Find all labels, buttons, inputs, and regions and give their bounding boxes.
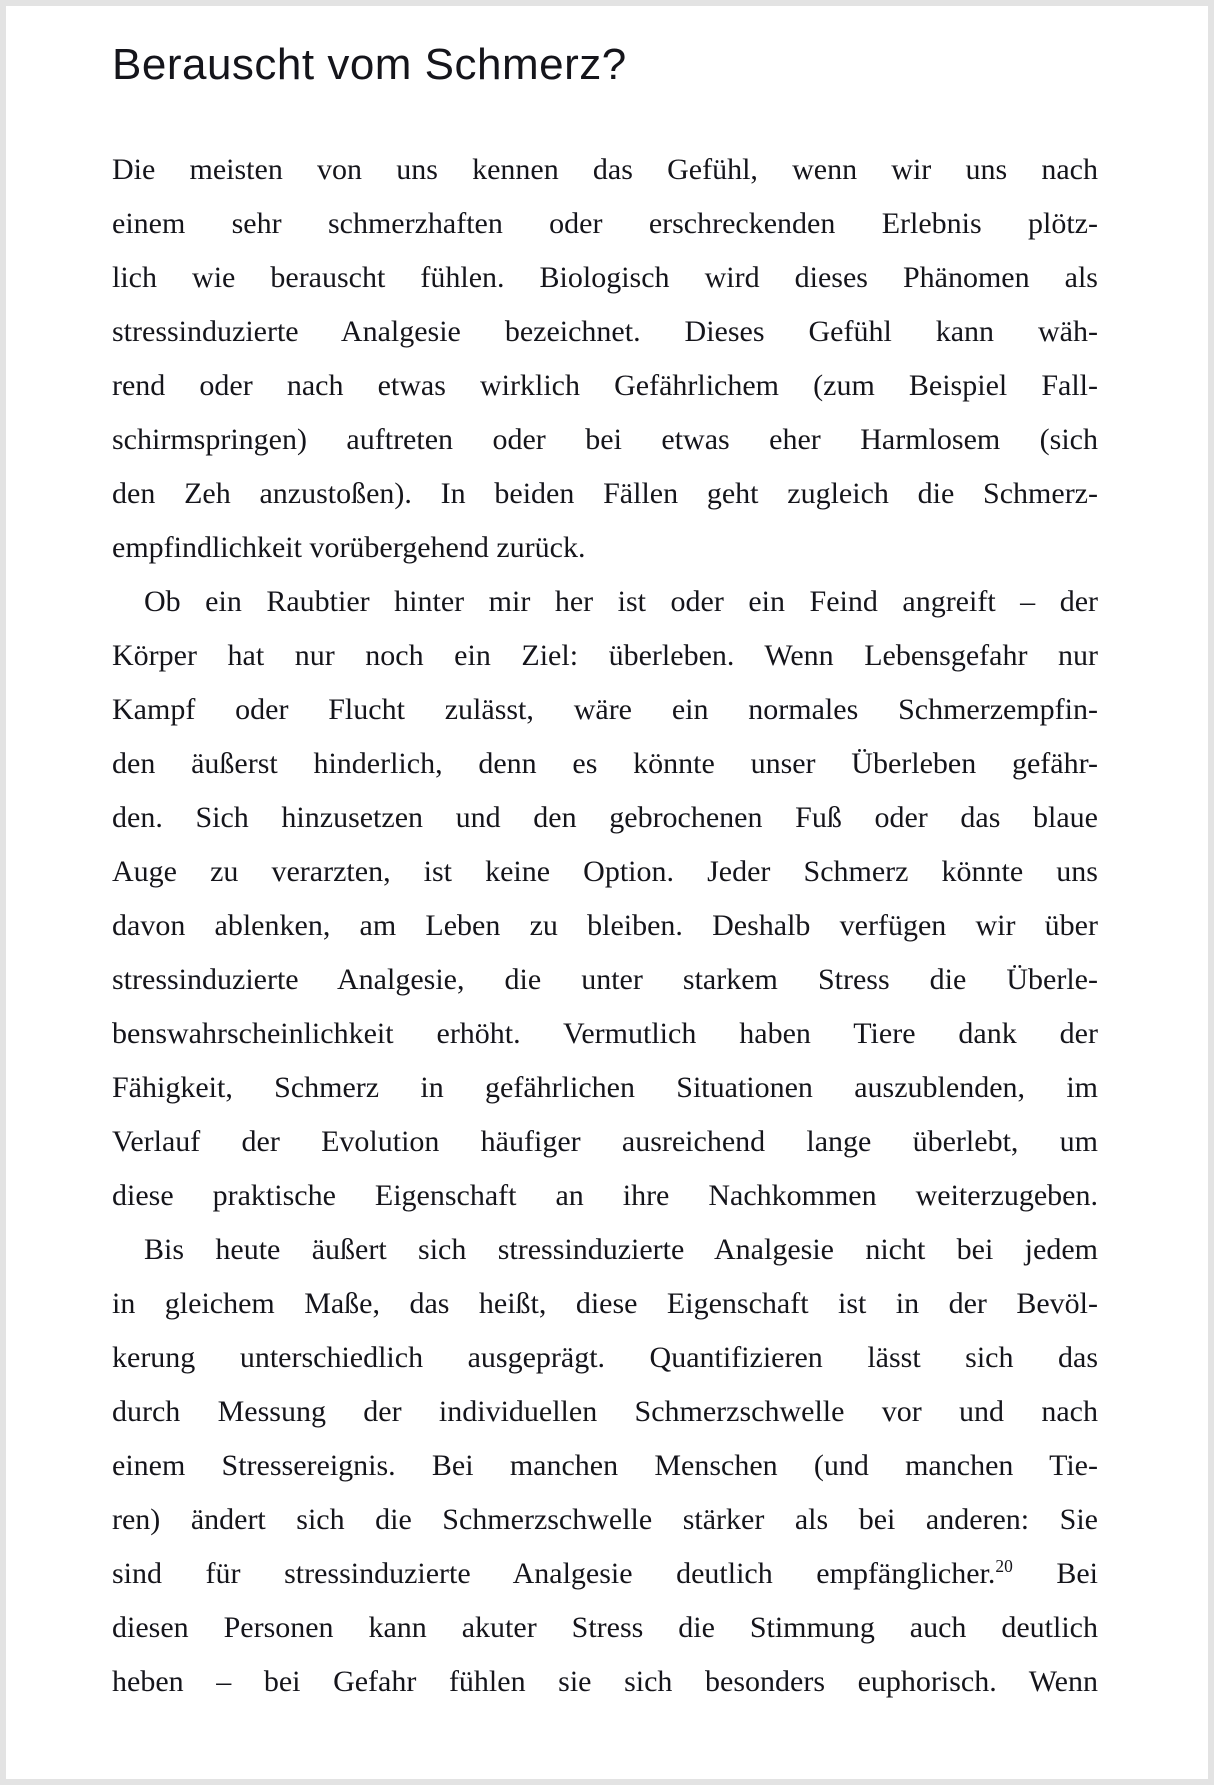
text-line: einem Stressereignis. Bei manchen Menschen (und manchen Tie- (112, 1448, 1098, 1482)
text-line: Bis heute äußert sich stressinduzierte Analgesie nicht bei jedem (144, 1232, 1098, 1266)
text-line: diese praktische Eigenschaft an ihre Nachkommen weiterzugeben. (112, 1178, 1098, 1212)
text-line: den äußerst hinderlich, denn es könnte unser Überleben gefähr- (112, 746, 1098, 780)
text-line: Körper hat nur noch ein Ziel: überleben. Wenn Lebensgefahr nur (112, 638, 1098, 672)
paragraph (112, 1223, 1098, 1709)
text-line: den. Sich hinzusetzen und den gebrochenen Fuß oder das blaue (112, 800, 1098, 834)
text-line: heben – bei Gefahr fühlen sie sich besonders euphorisch. Wenn (112, 1664, 1098, 1698)
text-line: einem sehr schmerzhaften oder erschreckenden Erlebnis plötz- (112, 206, 1098, 240)
text-line: kerung unterschiedlich ausgeprägt. Quantifizieren lässt sich das (112, 1340, 1098, 1374)
text-line: lich wie berauscht fühlen. Biologisch wird dieses Phänomen als (112, 260, 1098, 294)
text-line: benswahrscheinlichkeit erhöht. Vermutlich haben Tiere dank der (112, 1016, 1098, 1050)
chapter-title: Berauscht vom Schmerz? (112, 40, 627, 89)
text-line: ren) ändert sich die Schmerzschwelle stärker als bei anderen: Sie (112, 1502, 1098, 1536)
paragraph (112, 143, 1098, 575)
text-line: Fähigkeit, Schmerz in gefährlichen Situationen auszublenden, im (112, 1070, 1098, 1104)
text-line: empfindlichkeit vorübergehend zurück. (112, 530, 586, 564)
text-line: in gleichem Maße, das heißt, diese Eigenschaft ist in der Bevöl- (112, 1286, 1098, 1320)
body-text (112, 143, 1098, 1709)
text-line: rend oder nach etwas wirklich Gefährlichem (zum Beispiel Fall- (112, 368, 1098, 402)
text-line: Verlauf der Evolution häufiger ausreichend lange überlebt, um (112, 1124, 1098, 1158)
text-line: schirmspringen) auftreten oder bei etwas eher Harmlosem (sich (112, 422, 1098, 456)
paragraph (112, 575, 1098, 1223)
footnote-ref: 20 (995, 1555, 1013, 1576)
text-line: den Zeh anzustoßen). In beiden Fällen geht zugleich die Schmerz- (112, 476, 1098, 510)
text-line: sind für stressinduzierte Analgesie deutlich empfänglicher.$^{20}$ Bei (112, 1555, 1098, 1590)
text-line: stressinduzierte Analgesie bezeichnet. Dieses Gefühl kann wäh- (112, 314, 1098, 348)
text-line: Auge zu verarzten, ist keine Option. Jeder Schmerz könnte uns (112, 854, 1098, 888)
text-line: davon ablenken, am Leben zu bleiben. Deshalb verfügen wir über (112, 908, 1098, 942)
text-line: Kampf oder Flucht zulässt, wäre ein normales Schmerzempfin- (112, 692, 1098, 726)
text-line: Die meisten von uns kennen das Gefühl, wenn wir uns nach (112, 152, 1098, 186)
text-line: diesen Personen kann akuter Stress die Stimmung auch deutlich (112, 1610, 1098, 1644)
text-line: Ob ein Raubtier hinter mir her ist oder ein Feind angreift – der (144, 584, 1098, 618)
text-line: stressinduzierte Analgesie, die unter starkem Stress die Überle- (112, 962, 1098, 996)
text-line: durch Messung der individuellen Schmerzschwelle vor und nach (112, 1394, 1098, 1428)
